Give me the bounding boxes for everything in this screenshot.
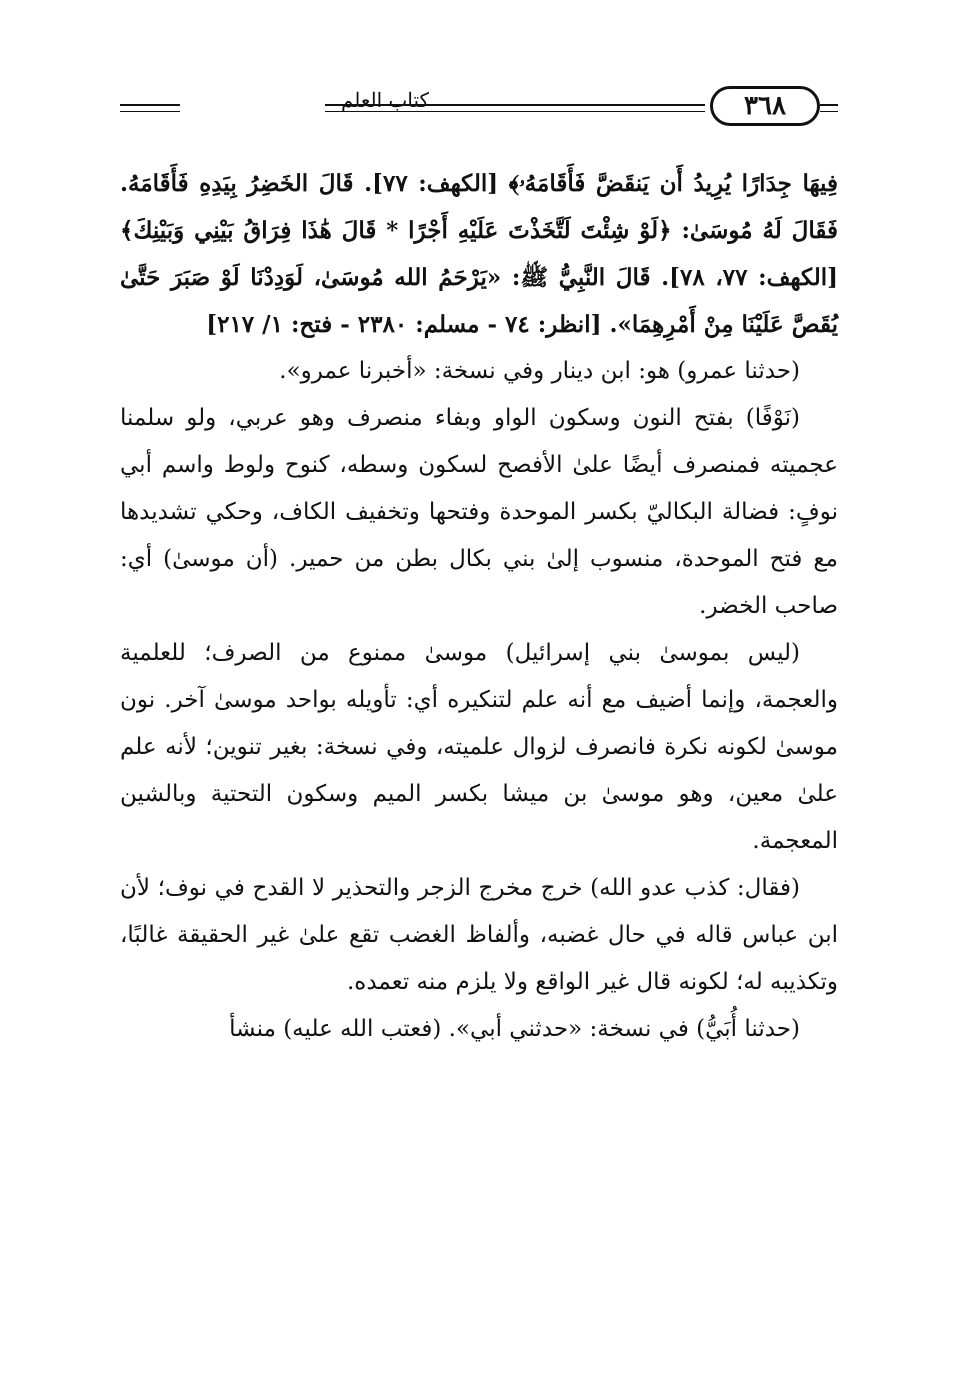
paragraph-commentary-kadhaba: (فقال: كذب عدو الله) خرج مخرج الزجر والتحذير لا القدح في نوف؛ لأن ابن عباس قاله في حال غضبه، وألفاظ الغضب تقع علىٰ غير الحقيقة غالبًا، وتكذيبه له؛ لكونه قال غير الواقع ولا يلزم منه تعمده. xyxy=(120,875,838,995)
book-title: كتاب العلم xyxy=(340,88,430,112)
header-rule-middle-top xyxy=(325,104,705,106)
paragraph-commentary-nawf: (نَوْفًا) بفتح النون وسكون الواو وبفاء منصرف وهو عربي، ولو سلمنا عجميته فمنصرف أيضًا علىٰ الأفصح لسكون وسطه، كنوح ولوط واسم أبي نوفٍ: فضالة البكاليّ بكسر الموحدة وفتحها وتخفيف الكاف، وحكي تشديدها مع فتح الموحدة، منسوب إلىٰ بني بكال بطن من حمير. (أن موسىٰ) أي: صاحب الخضر. xyxy=(120,405,838,619)
page-number: ٣٦٨ xyxy=(710,86,820,126)
page-body xyxy=(120,160,838,1053)
paragraph-commentary-amr: (حدثنا عمرو) هو: ابن دينار وفي نسخة: «أخبرنا عمرو». xyxy=(279,358,800,384)
header-rule-middle-bottom xyxy=(325,111,705,112)
paragraph-hadith-text: فِيهَا جِدَارًا يُرِيدُ أَن يَنقَضَّ فَأَقَامَهُۥ﴾ [الكهف: ٧٧]. قَالَ الخَضِرُ بِيَدِهِ فَأَقَامَهُ. فَقَالَ لَهُ مُوسَىٰ: ﴿لَوْ شِئْتَ لَتَّخَذْتَ عَلَيْهِ أَجْرًا * قَالَ هَٰذَا فِرَاقُ بَيْنِي وَبَيْنِكَ﴾ [الكهف: ٧٧، ٧٨]. قَالَ النَّبِيُّ ﷺ: «يَرْحَمُ الله مُوسَىٰ، لَوَدِدْنَا لَوْ صَبَرَ حَتَّىٰ يُقَصَّ عَلَيْنَا مِنْ أَمْرِهِمَا». [انظر: ٧٤ - مسلم: ٢٣٨٠ - فتح: ١/ ٢١٧] xyxy=(120,170,839,338)
header-rule-left-top xyxy=(120,104,180,106)
page-header xyxy=(120,84,838,134)
header-rule-left-bottom xyxy=(120,111,180,112)
paragraph-commentary-ubayy: (حدثنا أُبَيُّ) في نسخة: «حدثني أبي». (فعتب الله عليه) منشأ xyxy=(229,1016,800,1042)
header-rule-right-bottom xyxy=(820,111,838,112)
header-rule-right-top xyxy=(820,104,838,106)
paragraph-commentary-musa: (ليس بموسىٰ بني إسرائيل) موسىٰ ممنوع من الصرف؛ للعلمية والعجمة، وإنما أضيف مع أنه علم لتنكيره أي: تأويله بواحد موسىٰ آخر. نون موسىٰ لكونه نكرة فانصرف لزوال علميته، وفي نسخة: بغير تنوين؛ لأنه علم علىٰ معين، وهو موسىٰ بن ميشا بكسر الميم وسكون التحتية وبالشين المعجمة. xyxy=(120,640,838,854)
